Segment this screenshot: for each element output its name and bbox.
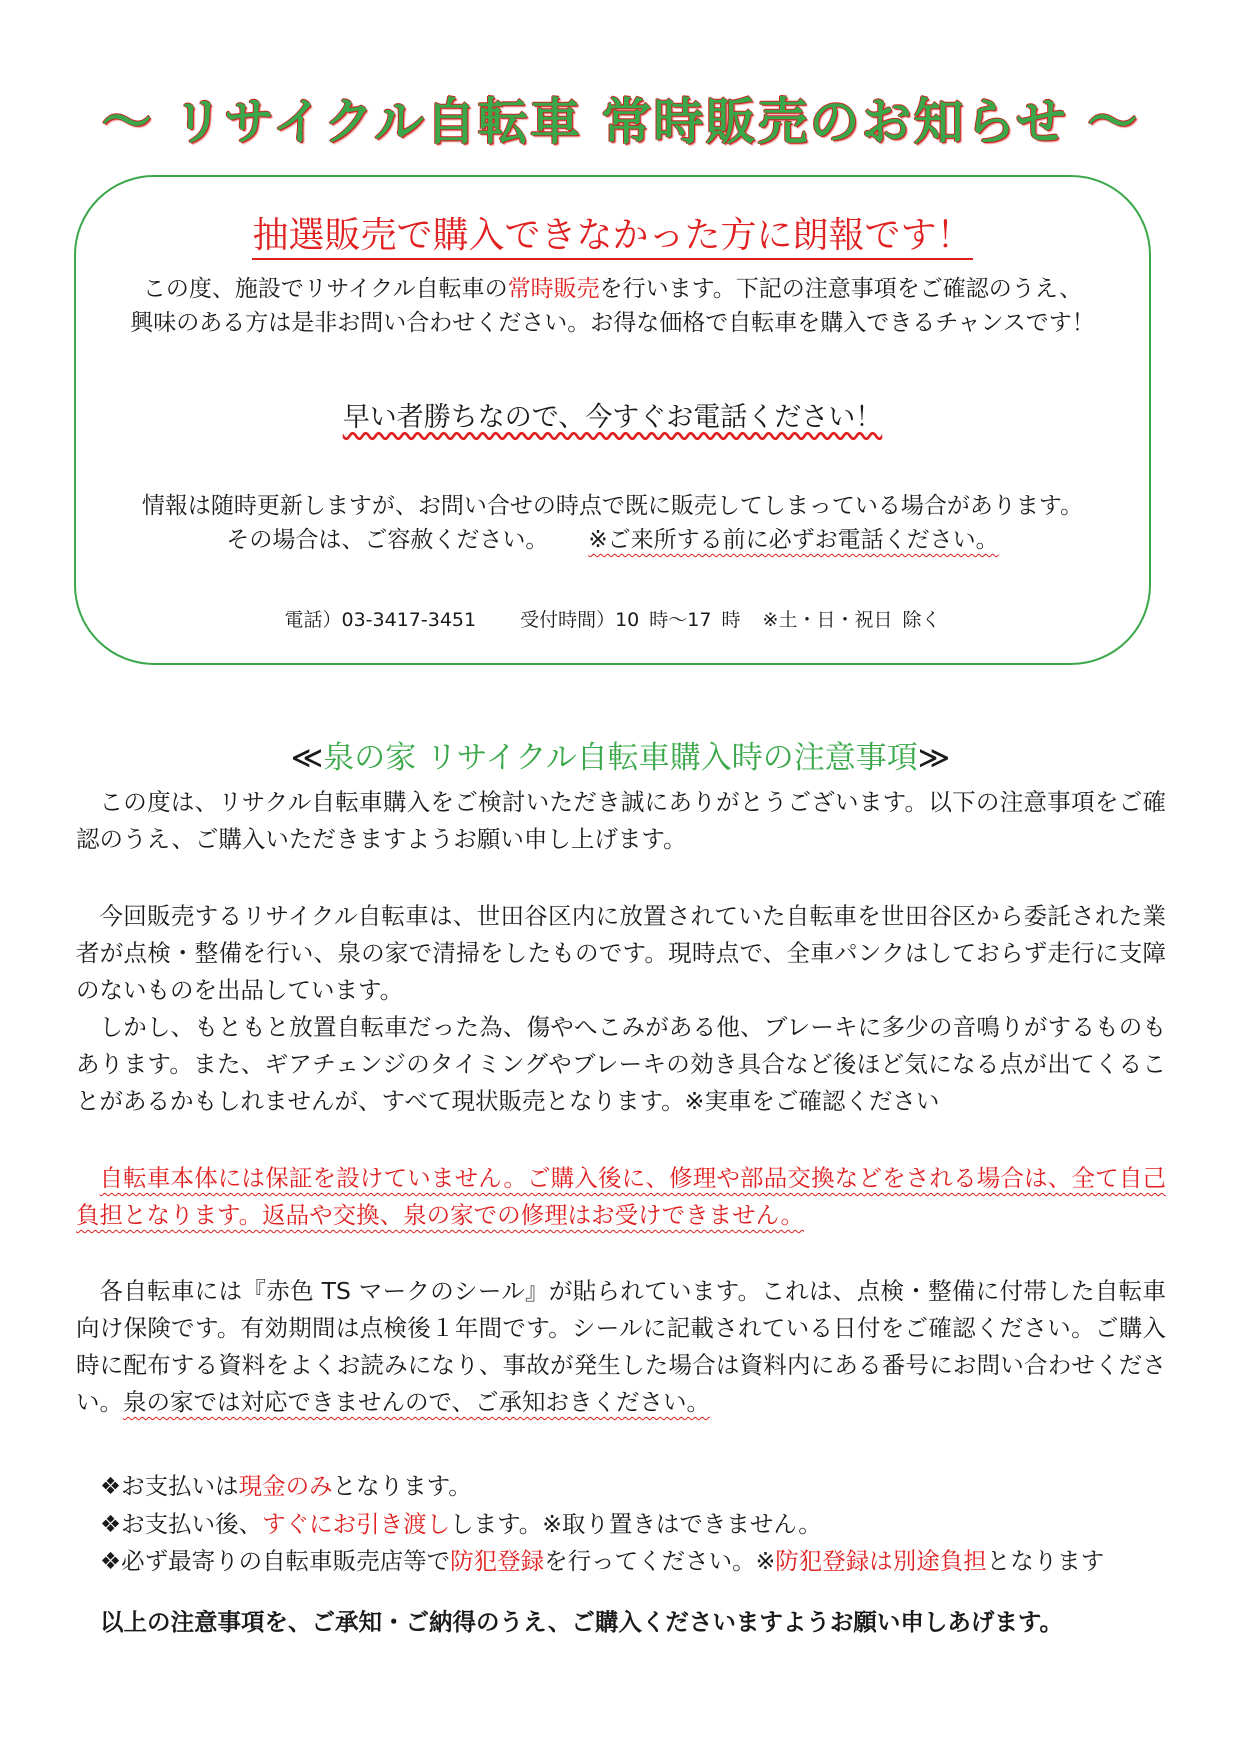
paragraph-as-is-text: しかし、もともと放置自転車だった為、傷やへこみがある他、ブレーキに多少の音鳴りがするものもあります。また、ギアチェンジのタイミングやブレーキの効き具合など後ほど気になる点が出てくることがあるかもしれませんが、すべて現状販売となります。※実車をご確認ください xyxy=(76,1013,1166,1115)
title-bracket-close: ≫ xyxy=(917,740,951,776)
contact-line xyxy=(76,605,1149,632)
ts-mark-text: 各自転車には『赤色 TS マークのシール』が貼られています。これは、点検・整備に付帯した自転車向け保険です。有効期間は点検後１年間です。シールに記載されている日付をご確認ください。ご購入時に配布する資料をよくお読みになり、事故が発生した場合は資料内にある番号にお問い合わせください。 xyxy=(76,1277,1166,1416)
paragraph-warning xyxy=(76,1160,1166,1234)
bullet-text: ❖お支払い後、 xyxy=(100,1509,263,1538)
closing-statement: 以上の注意事項を、ご承知・ご納得のうえ、ご購入くださいますようお願い申しあげます。 xyxy=(100,1608,1064,1636)
intro-highlight: 常時販売 xyxy=(507,276,600,302)
notice-box xyxy=(74,175,1151,665)
phone-number: 電話）03-3417-3451 xyxy=(284,609,477,631)
paragraph-intro xyxy=(76,784,1166,858)
paragraph-condition-text: 今回販売するリサイクル自転車は、世田谷区内に放置されていた自転車を世田谷区から委託された業者が点検・整備を行い、泉の家で清掃をしたものです。現時点で、全車パンクはしておらず走行に支障のないものを出品しています。 xyxy=(76,902,1166,1004)
warranty-warning: 自転車本体には保証を設けていません。ご購入後に、修理や部品交換などをされる場合は、全て自己負担となります。返品や交換、泉の家での修理はお受けできません。 xyxy=(76,1164,1166,1229)
bullet-handover xyxy=(100,1506,1180,1544)
bullet-cash-only xyxy=(100,1468,1180,1506)
bullet-registration xyxy=(100,1543,1180,1581)
intro-text-a: この度、施設でリサイクル自転車の xyxy=(142,276,508,302)
bullet-text: となります xyxy=(986,1547,1105,1575)
bullet-highlight: 防犯登録は別途負担 xyxy=(775,1547,987,1575)
notice-headline-text: 抽選販売で購入できなかった方に朗報です！ xyxy=(252,215,972,260)
notice-headline xyxy=(76,207,1149,258)
call-before-visit-note: ※ご来所する前に必ずお電話ください。 xyxy=(588,527,999,553)
bullet-highlight: すぐにお引き渡し xyxy=(262,1509,451,1538)
bullet-text: ❖必ず最寄りの自転車販売店等で xyxy=(100,1547,451,1575)
intro-text-c: を行います。下記の注意事項をご確認のうえ、 xyxy=(599,276,1083,302)
info-line-2 xyxy=(76,523,1149,557)
title-bracket-open: ≪ xyxy=(290,740,324,776)
precautions-title-text: 泉の家 リサイクル自転車購入時の注意事項 xyxy=(323,740,918,776)
info-line-1: 情報は随時更新しますが、お問い合せの時点で既に販売してしまっている場合があります。 xyxy=(141,493,1084,519)
bullet-text: を行ってください。※ xyxy=(544,1547,776,1575)
intro-line-1 xyxy=(76,272,1149,306)
bullet-text: ❖お支払いは xyxy=(100,1472,239,1500)
bullet-highlight: 防犯登録 xyxy=(450,1547,545,1575)
closed-days: ※土・日・祝日 除く xyxy=(762,609,941,631)
precautions-title xyxy=(0,732,1241,777)
no-support-note: 泉の家では対応できませんので、ご承知おきください。 xyxy=(123,1388,711,1416)
page-title: ～ リサイクル自転車 常時販売のお知らせ ～ xyxy=(101,93,1140,151)
paragraph-condition xyxy=(76,898,1166,1120)
hurry-callout xyxy=(76,395,1149,434)
info-text-a: その場合は、ご容赦ください。 xyxy=(226,527,549,553)
bullet-text: となります。 xyxy=(332,1472,472,1500)
intro-line-2: 興味のある方は是非お問い合わせください。お得な価格で自転車を購入できるチャンスです！ xyxy=(130,310,1095,336)
bullet-highlight: 現金のみ xyxy=(238,1472,333,1500)
business-hours: 受付時間）10 時～17 時 xyxy=(520,609,741,631)
paragraph-intro-text: この度は、リサクル自転車購入をご検討いただき誠にありがとうございます。以下の注意事項をご確認のうえ、ご購入いただきますようお願い申し上げます。 xyxy=(76,788,1166,853)
paragraph-ts-mark xyxy=(76,1273,1166,1421)
payment-bullets xyxy=(100,1468,1180,1581)
hurry-text: 早い者勝ちなので、今すぐお電話ください！ xyxy=(342,402,883,433)
bullet-text: します。※取り置きはできません。 xyxy=(450,1509,822,1538)
